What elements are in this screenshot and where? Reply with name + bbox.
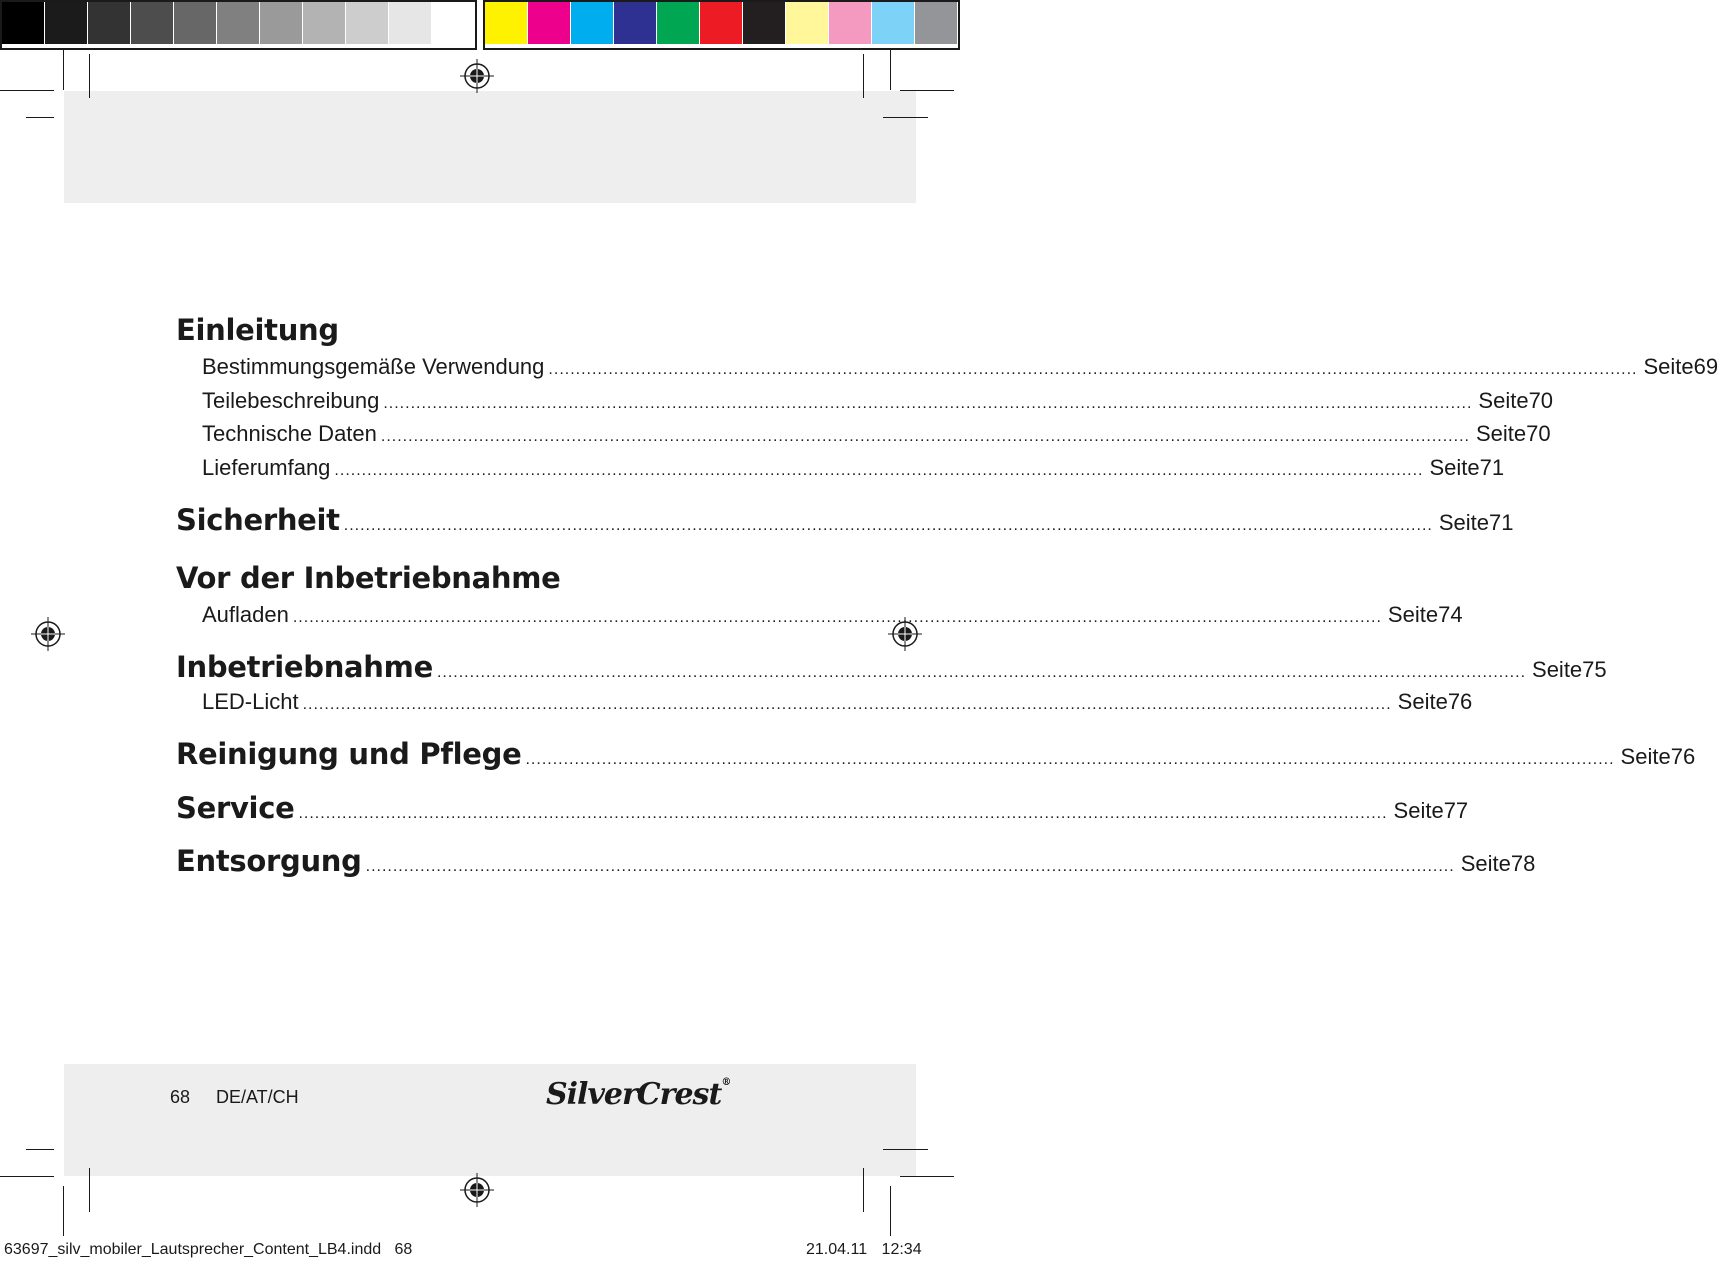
gray-swatch [131,2,174,44]
registration-mark-icon [31,617,65,651]
page-word: Seite [1460,851,1511,876]
toc-section-einleitung [176,310,1718,484]
leader-dots: ........................................................................................................................................................................................................ [302,695,1392,713]
table-of-contents [176,310,1718,879]
process-swatch [657,2,700,44]
process-swatch [786,2,829,44]
gray-swatch [217,2,260,44]
leader-dots: ........................................................................................................................................................................................................ [365,858,1455,875]
bottom-gray-band [64,1064,916,1176]
print-slug-file: 63697_silv_mobiler_Lautsprecher_Content_LB4.indd 68 [4,1241,413,1258]
process-color-bar [483,0,960,50]
gray-swatch [88,2,131,44]
process-swatch [485,2,528,44]
gray-swatch [2,2,45,44]
page-word: Seite [1429,454,1480,480]
gray-swatch [303,2,346,44]
toc-main-entry[interactable] [176,650,1607,685]
leader-dots: ........................................................................................................................................................................................................ [334,461,1424,479]
toc-entry-label: Aufladen [202,601,289,627]
page-word: Seite [1393,797,1444,823]
leader-dots: ........................................................................................................................................................................................................ [436,664,1527,681]
leader-dots: ........................................................................................................................................................................................................ [343,517,1433,534]
page-word: Seite [1478,387,1529,413]
process-swatch [743,2,786,44]
leader-dots: ........................................................................................................................................................................................................ [548,361,1638,378]
toc-entry[interactable] [176,685,1473,719]
registered-mark: ® [721,1077,731,1088]
toc-section-service[interactable] [176,790,1469,826]
section-heading: Einleitung [176,313,339,347]
logo-text: SilverCrest [546,1077,722,1112]
page-number: 77 [1443,797,1469,823]
page-number: 78 [1510,851,1536,876]
page-word: Seite [1643,354,1694,379]
page-word: Seite [1620,744,1671,769]
leader-dots: ........................................................................................................................................................................................................ [380,428,1470,445]
page-word: Seite [1387,601,1439,627]
toc-entry[interactable] [176,598,1463,632]
toc-section-entsorgung[interactable] [176,844,1536,879]
process-swatch [571,2,614,44]
page-number: 69 [1693,354,1718,379]
toc-entry[interactable] [176,384,1554,418]
page-number: 76 [1670,744,1696,769]
process-swatch [528,2,571,44]
toc-entry[interactable] [176,417,1551,451]
page-number: 76 [1447,688,1473,714]
process-swatch [872,2,915,44]
page-number: 71 [1488,510,1514,535]
page-word: Seite [1532,657,1583,682]
process-swatch [700,2,743,44]
page-number: 74 [1438,601,1463,627]
toc-entry[interactable] [176,350,1718,384]
leader-dots: ........................................................................................................................................................................................................ [298,804,1388,822]
page-number: 71 [1479,454,1505,480]
page-number: 75 [1582,657,1607,682]
gray-swatch [389,2,432,44]
footer-page-number: 68 [170,1087,191,1107]
page-number: 70 [1528,387,1554,413]
toc-entry-label: Teilebeschreibung [202,387,380,413]
page-number: 70 [1526,421,1551,446]
toc-entry-label: Technische Daten [202,421,377,446]
registration-mark-icon [460,59,494,93]
toc-section-sicherheit[interactable] [176,503,1514,538]
print-slug-timestamp [806,1241,922,1259]
process-swatch [915,2,958,44]
toc-entry-label: LED-Licht [202,688,299,714]
leader-dots: ........................................................................................................................................................................................................ [383,394,1473,412]
slug-time: 12:34 [881,1241,922,1258]
toc-section-reinigung-und-pflege[interactable] [176,737,1696,772]
gray-color-bar [0,0,477,50]
section-heading: Service [176,790,295,825]
gray-swatch [260,2,303,44]
top-gray-band [64,91,916,203]
slug-date: 21.04.11 [806,1241,868,1258]
leader-dots: ........................................................................................................................................................................................................ [292,608,1382,626]
section-heading: Reinigung und Pflege [176,737,522,771]
toc-entry-label: Lieferumfang [202,454,331,480]
gray-swatch [432,2,475,44]
process-swatch [614,2,657,44]
page-word: Seite [1438,510,1489,535]
toc-entry-label: Bestimmungsgemäße Verwendung [202,354,545,379]
section-heading: Vor der Inbetriebnahme [176,560,561,595]
page-word: Seite [1475,421,1527,446]
toc-entry[interactable] [176,451,1505,485]
toc-section-inbetriebnahme [176,650,1607,718]
section-heading: Entsorgung [176,844,362,878]
toc-section-vor-der-inbetriebnahme [176,558,1463,632]
footer-country-code: DE/AT/CH [216,1087,299,1107]
gray-swatch [45,2,88,44]
silvercrest-logo [546,1077,730,1112]
process-swatch [829,2,872,44]
leader-dots: ........................................................................................................................................................................................................ [525,751,1615,768]
gray-swatch [346,2,389,44]
page-word: Seite [1397,688,1448,714]
gray-swatch [174,2,217,44]
registration-mark-icon [460,1173,494,1207]
section-heading: Sicherheit [176,503,340,537]
section-heading: Inbetriebnahme [176,650,433,684]
